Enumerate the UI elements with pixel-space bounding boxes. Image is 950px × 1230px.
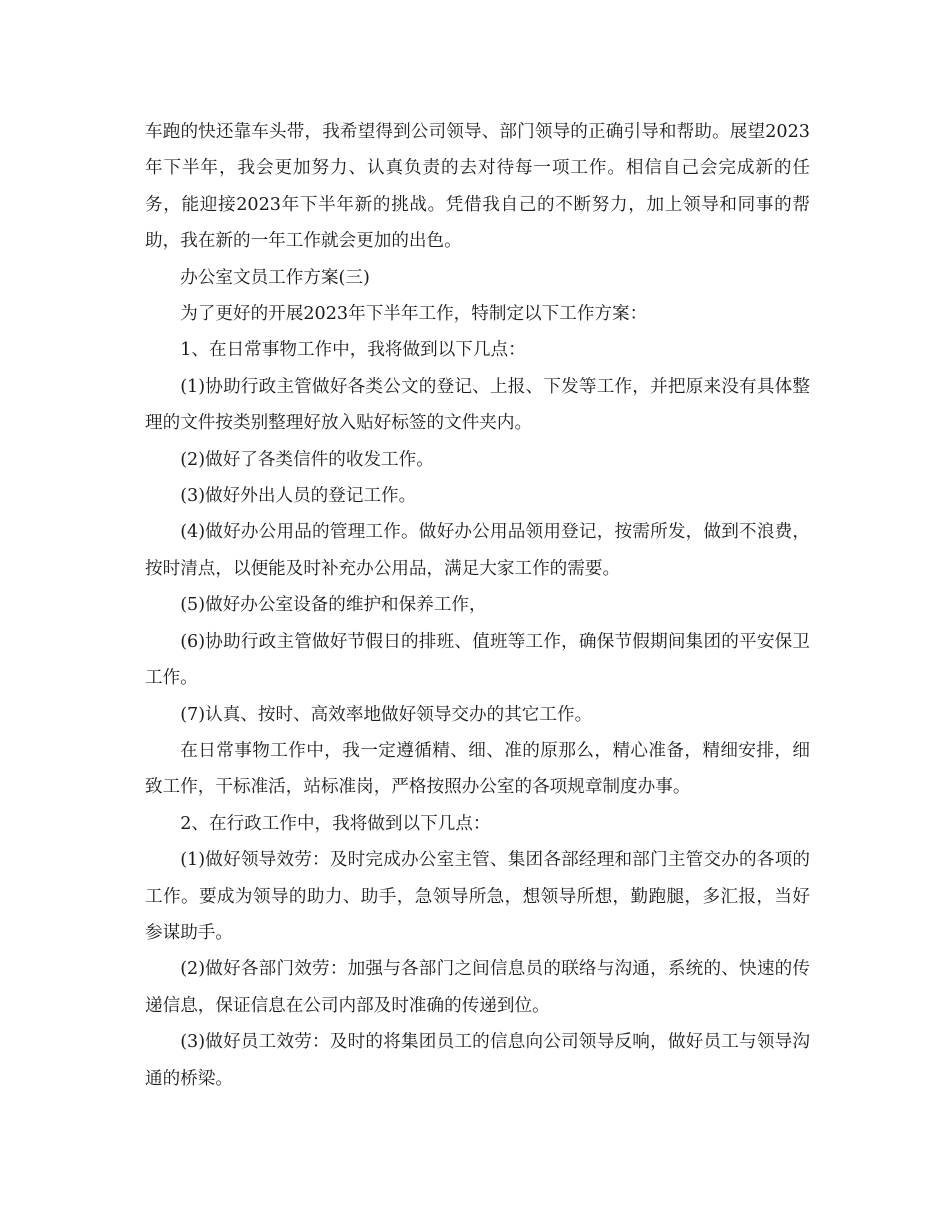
paragraph-continuation: 车跑的快还靠车头带，我希望得到公司领导、部门领导的正确引导和帮助。展望2023年下半年，我会更加努力、认真负责的去对待每一项工作。相信自己会完成新的任务，能迎接2023年下半年新的挑战。凭借我自己的不断努力，加上领导和同事的帮助，我在新的一年工作就会更加的出色。 bbox=[145, 122, 810, 252]
list-item: (1)做好领导效劳：及时完成办公室主管、集团各部经理和部门主管交办的各项的工作。要成为领导的助力、助手，急领导所急，想领导所想，勤跑腿，多汇报，当好参谋助手。 bbox=[145, 850, 810, 943]
list-item: (7)认真、按时、高效率地做好领导交办的其它工作。 bbox=[180, 704, 593, 725]
list-heading-2: 2、在行政工作中，我将做到以下几点： bbox=[180, 813, 491, 834]
paragraph-intro: 为了更好的开展2023年下半年工作，特制定以下工作方案： bbox=[180, 304, 648, 325]
list-item: (2)做好了各类信件的收发工作。 bbox=[180, 449, 434, 470]
paragraph-summary: 在日常事物工作中，我一定遵循精、细、准的原那么，精心准备，精细安排，细致工作，干标准活，站标准岗，严格按照办公室的各项规章制度办事。 bbox=[145, 740, 810, 798]
document-body bbox=[145, 114, 810, 1097]
section-heading: 办公室文员工作方案(三) bbox=[180, 267, 370, 288]
list-item: (2)做好各部门效劳：加强与各部门之间信息员的联络与沟通，系统的、快速的传递信息，保证信息在公司内部及时准确的传递到位。 bbox=[145, 959, 810, 1016]
list-item: (6)协助行政主管做好节假日的排班、值班等工作，确保节假期间集团的平安保卫工作。 bbox=[145, 631, 810, 689]
list-item: (1)协助行政主管做好各类公文的登记、上报、下发等工作，并把原来没有具体整理的文件按类别整理好放入贴好标签的文件夹内。 bbox=[145, 376, 810, 434]
list-item: (3)做好外出人员的登记工作。 bbox=[180, 486, 417, 507]
list-item: (4)做好办公用品的管理工作。做好办公用品领用登记，按需所发，做到不浪费，按时清点，以便能及时补充办公用品，满足大家工作的需要。 bbox=[145, 522, 810, 579]
list-item: (3)做好员工效劳：及时的将集团员工的信息向公司领导反响，做好员工与领导沟通的桥梁。 bbox=[145, 1032, 810, 1089]
list-item: (5)做好办公室设备的维护和保养工作， bbox=[180, 595, 487, 616]
list-heading-1: 1、在日常事物工作中，我将做到以下几点： bbox=[180, 340, 526, 361]
